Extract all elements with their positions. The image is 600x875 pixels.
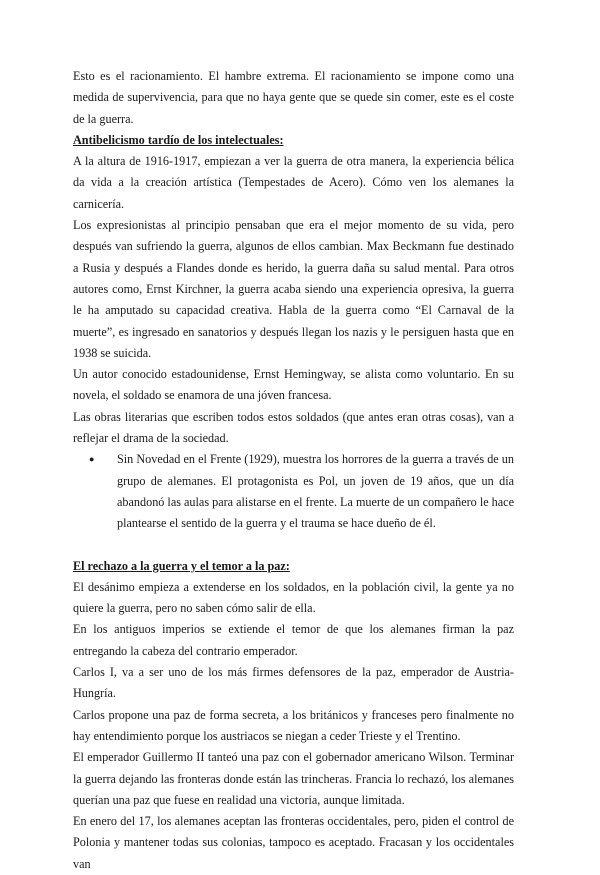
list-item (89, 449, 514, 534)
heading-rechazo-guerra: El rechazo a la guerra y el temor a la paz: (73, 558, 290, 573)
paragraph-hemingway: Un autor conocido estadounidense, Ernst Hemingway, se alista como voluntario. En su novela, el soldado se enamora de una jóven francesa. (73, 367, 514, 403)
paragraph-imperios: En los antiguos imperios se extiende el temor de que los alemanes firman la paz entregando la cabeza del contrario emperador. (73, 622, 514, 658)
paragraph-rationing: Esto es el racionamiento. El hambre extrema. El racionamiento se impone como una medida de supervivencia, para que no haya gente que se quede sin comer, este es el coste de la guerra. (73, 69, 514, 126)
heading-antibelicismo: Antibelicismo tardío de los intelectuales: (73, 132, 284, 147)
paragraph-desanimo: El desánimo empieza a extenderse en los soldados, en la población civil, la gente ya no quiere la guerra, pero no saben cómo salir de ella. (73, 579, 514, 616)
spacer (73, 535, 514, 556)
paragraph-expresionistas: Los expresionistas al principio pensaban que era el mejor momento de su vida, pero después van sufriendo la guerra, algunos de ellos cambian. Max Beckmann fue destinado a Rusia y después a Flandes donde es herido, la guerra daña su salud mental. Para otros autores como, Ernst Kirchner, la guerra acaba siendo una experiencia opresiva, la guerra le ha amputado su capacidad creativa. Habla de la guerra como “El Carnaval de la muerte”, es ingresado en sanatorios y después llegan los nazis y le persiguen hasta que en 1938 se suicida. (73, 218, 514, 360)
paragraph-1916-1917: A la altura de 1916-1917, empiezan a ver la guerra de otra manera, la experiencia bélica da vida a la creación artística (Tempestades de Acero). Cómo ven los alemanes la carnicería. (73, 154, 514, 211)
paragraph-carlos-paz: Carlos propone una paz de forma secreta, a los británicos y franceses pero finalmente no hay entendimiento porque los austriacos se niegan a ceder Trieste y el Trentino. (73, 707, 514, 743)
paragraph-obras-literarias: Las obras literarias que escriben todos estos soldados (que antes eran otras cosas), van a reflejar el drama de la sociedad. (73, 409, 514, 446)
bullet-text: Sin Novedad en el Frente (1929), muestra los horrores de la guerra a través de un grupo de alemanes. El protagonista es Pol, un joven de 19 años, que un día abandonó las aulas para alistarse en el frente. La muerte de un compañero le hace plantearse el sentido de la guerra y el trauma se hace dueño de él. (117, 452, 514, 531)
bullet-list (73, 449, 514, 534)
paragraph-guillermo-ii: El emperador Guillermo II tanteó una paz con el gobernador americano Wilson. Terminar la guerra dejando las fronteras donde están las trincheras. Francia lo rechazó, los alemanes querían una paz que fuese en realidad una victoria, aunque limitada. (73, 750, 514, 807)
bullet-icon: ● (89, 454, 95, 465)
paragraph-enero-17: En enero del 17, los alemanes aceptan las fronteras occidentales, pero, piden el control de Polonia y mantener todas sus colonias, tampoco es aceptado. Fracasan y los occidentales van (73, 814, 514, 871)
paragraph-carlos-i: Carlos I, va a ser uno de los más firmes defensores de la paz, emperador de Austria-Hungría. (73, 665, 514, 701)
